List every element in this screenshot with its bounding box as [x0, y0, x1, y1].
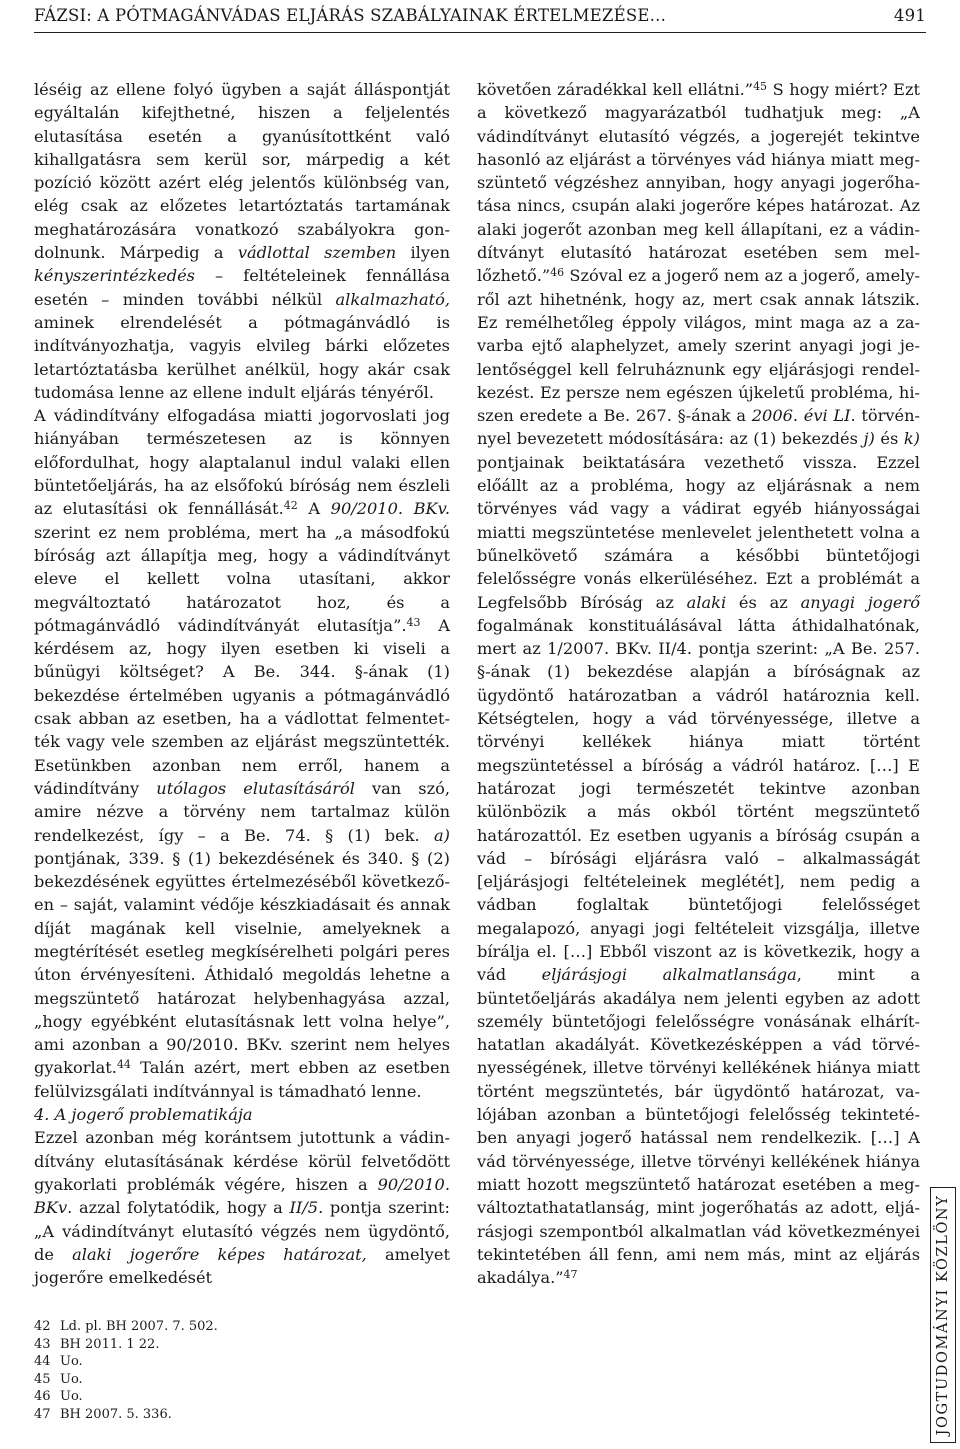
footnote-ref[interactable]: 43: [406, 615, 421, 629]
paragraph: követően záradékkal kell ellátni.”$^{45}$ S hogy miért? Ezt a következő magyarázatból tudhatjuk meg: „A vádindítványt elutasító végzés, a jogerejét tekintve hasonló az eljárást a törvényes vád hiánya miatt megszüntető végzéshez annyiban, hogy anyagi jogerőhatása nincs, csupán alaki jogerőre képes határozat. Az alaki jogerőt azonban meg kell állapítani, ez a vádindítványt elutasító határozat esetében sem mellőzhető.”$^{46}$ Szóval ez a jogerő nem az a jogerő, amelyről azt hihetnénk, hogy az, mert csak annak látszik. Ez remélhetőleg éppoly világos, mint maga az a zavarba ejtő alaphelyzet, amely szerint anyagi jogi jelentőséggel kell felruháznunk egy eljárásjogi rendelkezést. Ez persze nem egészen újkeletű probléma, hiszen eredete a Be. 267. §-ának a 2006. évi LI. törvénnyel bevezetett módosítására: az (1) bekezdés j) és k) pontjainak beiktatására vezethető vissza. Ezzel előállt az a probléma, hogy az eljárásnak a nem törvényes vád vagy a vádirat egyéb hiányosságai miatti megszüntetése menlevelet jelenthetett volna a bűnelkövető számára a későbbi büntetőjogi felelősségre vonás elkerüléséhez. Ezt a problémát a Legfelsőbb Bíróság az alaki és az anyagi jogerő fogalmának konstituálásával látta áthidalhatónak, mert az 1/2007. BKv. II/4. pontja szerint: „A Be. 257. §-ának (1) bekezdése alapján a bíróságnak az ügydöntő határozatban a vádról határoznia kell. Kétségtelen, hogy a vád törvényessége, illetve a törvényi kellékek hiánya miatt történt megszüntetéssel a bíróság a vádról határoz. […] E határozat jogi természetét tekintve azonban különbözik a más okból történt megszüntető határozattól. Ez esetben ugyanis a bíróság csupán a vád – bírósági eljárásra való – alkalmasságát [eljárásjogi feltételeinek meglétét], nem pedig a vádban foglaltak büntetőjogi felelősséget megalapozó, anyagi jogi feltételeit vizsgálja, illetve bírálja el. […] Ebből viszont az is következik, hogy a vád eljárásjogi alkalmatlansága, mint a büntetőeljárás akadálya nem jelenti egyben az adott személy büntetőjogi felelősségre vonásának elháríthatatlan akadályát. Következésképpen a vád törvényességének, illetve törvényi kellékének hiánya miatt történt megszüntetés, bár ügydöntő határozat, valójában azonban a büntetőjogi felelősség tekintetében anyagi jogerő hatással nem rendelkezik. […] A vád törvényessége, illetve törvényi kellékének hiánya miatt hozott megszüntető határozat esetében a megváltoztathatatlanság, mint jogerőhatás az adott, eljárásjogi szempontból alkalmatlan vád következményei tekintetében áll fenn, ami nem más, mint az eljárás akadálya.”$^{47}$: [477, 80, 920, 1288]
paragraph: léséig az ellene folyó ügyben a saját álláspontját egyáltalán kifejthetné, hiszen a feljelentés elutasítása esetén a gyanúsítottként való kihallgatásra sem kerül sor, márpedig a két pozíció között azért elég jelentős különbség van, elég csak az előzetes letartóztatás tartamának meghatározására vonatkozó szabályokra gondolnunk. Márpedig a vádlottal szemben ilyen kényszerintézkedés – feltételeinek fennállása esetén – minden további nélkül alkalmazható, aminek elrendelését a pótmagánvádló is indítványozhatja, vagyis elvileg bárki előzetes letartóztatásba kerülhet anélkül, hogy akár csak tudomása lenne az ellene indult eljárás tényéről.: [34, 80, 450, 402]
footnote: 45 Uo.: [34, 1371, 83, 1387]
footnote: 44 Uo.: [34, 1354, 83, 1369]
footnote-ref[interactable]: 44: [116, 1058, 131, 1072]
section-heading: 4. A jogerő problematikája: [34, 1105, 253, 1125]
paragraph: A vádindítvány elfogadása miatti jogorvoslati jog hiányában természetesen az is könnyen előfordulhat, hogy alaptalanul indul valaki ellen büntetőeljárás, ha az elsőfokú bíróság nem észleli az elutasítási ok fennállását.$^{42}$ A 90/2010. BKv. szerint ez nem probléma, mert ha „a másodfokú bíróság azt állapítja meg, hogy a vádindítványt eleve el kellett volna utasítani, akkor megváltoztató határozatot hoz, és a pótmagánvádló vádindítványát elutasítja”.$^{43}$ A kérdésem az, hogy ilyen esetben ki viseli a bűnügyi költséget? A Be. 344. §-ának (1) bekezdése értelmében ugyanis a pótmagánvádló csak abban az esetben, ha a vádlottat felmentették vagy vele szemben az eljárást megszüntették. Esetünkben azonban nem erről, hanem a vádindítvány utólagos elutasításáról van szó, amire nézve a törvény nem tartalmaz külön rendelkezést, így – a Be. 74. § (1) bek. a) pontjának, 339. § (1) bekezdésének és 340. § (2) bekezdésének együttes értelmezéséből következően – saját, valamint védője készkiadásait és annak díját magának kell viselnie, amelyeknek a megtérítését esetleg megkísérelheti polgári peres úton érvényesíteni. Áthidaló megoldás lehetne a megszüntető határozat helybenhagyása azzal, „hogy egyébként elutasításnak lett volna helye”, ami azonban a 90/2010. BKv. szerint nem helyes gyakorlat.$^{44}$ Talán azért, mert ebben az esetben felülvizsgálati indítvánnyal is támadható lenne.: [34, 406, 451, 1101]
footnote-ref[interactable]: 45: [753, 80, 768, 93]
footnotes: [34, 1318, 434, 1423]
footnote-ref[interactable]: 42: [283, 499, 298, 513]
footnote: 46 Uo.: [34, 1389, 83, 1404]
footnote: 47 BH 2007. 5. 336.: [34, 1406, 172, 1422]
journal-name: JOGTUDOMÁNYI KÖZLÖNY: [935, 1194, 951, 1436]
footnote-ref[interactable]: 47: [563, 1268, 578, 1282]
article-title: FÁZSI: A PÓTMAGÁNVÁDAS ELJÁRÁS SZABÁLYAINAK ÉRTELMEZÉSE…: [34, 6, 667, 25]
footnote: 42 Ld. pl. BH 2007. 7. 502.: [34, 1319, 218, 1334]
running-header: [34, 4, 926, 33]
footnote-ref[interactable]: 46: [550, 266, 565, 280]
page-number: 491: [893, 6, 926, 25]
paragraph: Ezzel azonban még korántsem jutottunk a vádindítvány elutasításának kérdése körül felvetődött gyakorlati problémák végére, hiszen a 90/2010. BKv. azzal folytatódik, hogy a II/5. pontja szerint: „A vádindítványt elutasító végzés nem ügydöntő, de alaki jogerőre képes határozat, amelyet jogerőre emelkedését: [34, 1128, 450, 1288]
footnote: 43 BH 2011. 1 22.: [34, 1336, 160, 1352]
left-column: [34, 78, 450, 1289]
journal-tab: [930, 1187, 956, 1443]
right-column: [477, 78, 920, 1289]
